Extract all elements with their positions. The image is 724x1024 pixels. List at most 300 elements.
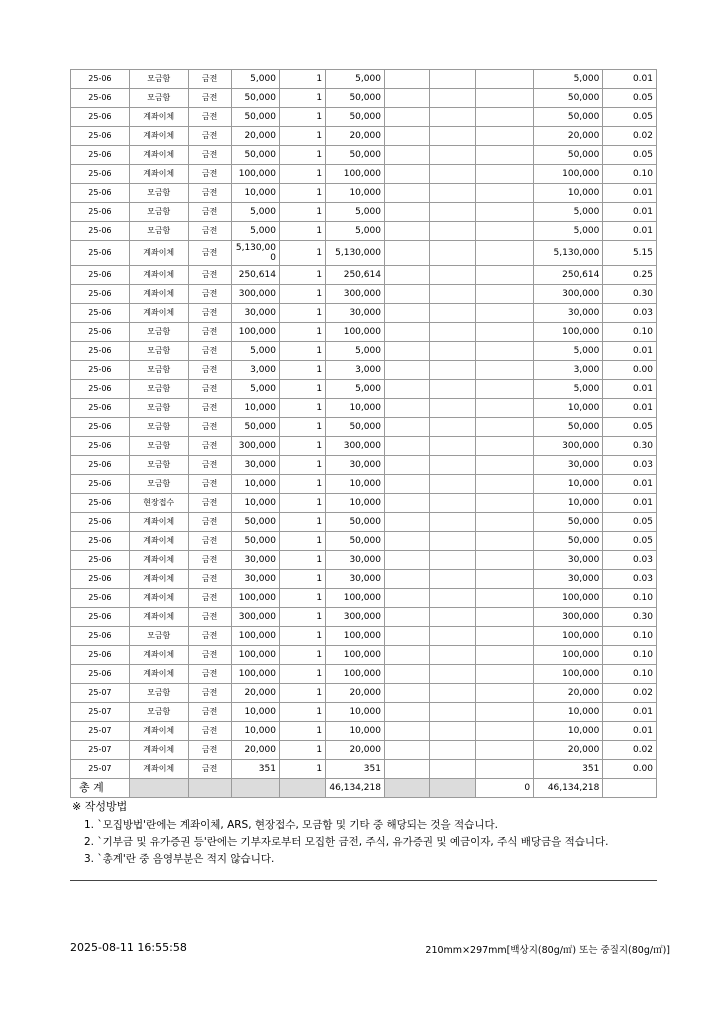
count-cell: 1 <box>279 475 325 494</box>
table-row <box>71 475 657 494</box>
unit-amount-cell: 5,000 <box>231 380 279 399</box>
unit-amount-cell: 10,000 <box>231 703 279 722</box>
table-row <box>71 627 657 646</box>
type-cell: 금전 <box>188 108 231 127</box>
blank-cell <box>384 760 429 779</box>
blank-cell <box>430 741 476 760</box>
ratio-cell: 0.01 <box>603 475 657 494</box>
month-cell: 25-06 <box>71 165 130 184</box>
paper-spec: 210mm×297mm[백상지(80g/㎡) 또는 중질지(80g/㎡)] <box>425 945 670 956</box>
type-cell: 금전 <box>188 760 231 779</box>
instruction-item: 2. `기부금 및 유가증권 등'란에는 기부자로부터 모집한 금전, 주식, 유가증권 및 예금이자, 주식 배당금을 적습니다. <box>84 836 609 848</box>
subtotal-cell: 50,000 <box>534 513 603 532</box>
type-cell: 금전 <box>188 165 231 184</box>
blank-cell <box>430 342 476 361</box>
type-cell: 금전 <box>188 418 231 437</box>
blank-cell <box>430 266 476 285</box>
month-cell: 25-06 <box>71 551 130 570</box>
method-cell: 계좌이체 <box>129 665 188 684</box>
blank-cell <box>476 741 534 760</box>
count-cell: 1 <box>279 323 325 342</box>
ratio-cell: 0.01 <box>603 380 657 399</box>
blank-cell <box>384 494 429 513</box>
blank-cell <box>384 551 429 570</box>
subtotal-cell: 50,000 <box>534 532 603 551</box>
subtotal-cell: 100,000 <box>534 665 603 684</box>
count-cell: 1 <box>279 684 325 703</box>
count-cell: 1 <box>279 70 325 89</box>
amount-cell: 5,000 <box>326 70 385 89</box>
total-shaded-cell <box>129 779 188 798</box>
ratio-cell: 0.10 <box>603 627 657 646</box>
blank-cell <box>476 722 534 741</box>
type-cell: 금전 <box>188 570 231 589</box>
subtotal-cell: 351 <box>534 760 603 779</box>
ratio-cell: 0.01 <box>603 342 657 361</box>
subtotal-cell: 50,000 <box>534 146 603 165</box>
unit-amount-cell: 50,000 <box>231 532 279 551</box>
unit-amount-cell: 100,000 <box>231 589 279 608</box>
subtotal-cell: 10,000 <box>534 494 603 513</box>
method-cell: 계좌이체 <box>129 589 188 608</box>
table-row <box>71 70 657 89</box>
table-row <box>71 89 657 108</box>
blank-cell <box>384 741 429 760</box>
blank-cell <box>476 551 534 570</box>
writing-instructions <box>72 798 609 868</box>
blank-cell <box>476 241 534 266</box>
month-cell: 25-06 <box>71 589 130 608</box>
method-cell: 모금함 <box>129 703 188 722</box>
count-cell: 1 <box>279 646 325 665</box>
ratio-cell: 5.15 <box>603 241 657 266</box>
ratio-cell: 0.01 <box>603 703 657 722</box>
blank-cell <box>476 646 534 665</box>
blank-cell <box>384 646 429 665</box>
type-cell: 금전 <box>188 703 231 722</box>
unit-amount-cell: 5,130,000 <box>231 241 279 266</box>
blank-cell <box>476 361 534 380</box>
blank-cell <box>430 703 476 722</box>
count-cell: 1 <box>279 203 325 222</box>
amount-cell: 30,000 <box>326 570 385 589</box>
table-row <box>71 532 657 551</box>
table-row <box>71 222 657 241</box>
ratio-cell: 0.03 <box>603 551 657 570</box>
table-row <box>71 684 657 703</box>
blank-cell <box>430 399 476 418</box>
unit-amount-cell: 10,000 <box>231 475 279 494</box>
unit-amount-cell: 5,000 <box>231 342 279 361</box>
month-cell: 25-06 <box>71 627 130 646</box>
type-cell: 금전 <box>188 70 231 89</box>
month-cell: 25-06 <box>71 380 130 399</box>
amount-cell: 30,000 <box>326 456 385 475</box>
ratio-cell: 0.02 <box>603 127 657 146</box>
method-cell: 모금함 <box>129 70 188 89</box>
type-cell: 금전 <box>188 456 231 475</box>
blank-cell <box>476 266 534 285</box>
blank-cell <box>384 380 429 399</box>
amount-cell: 50,000 <box>326 513 385 532</box>
amount-cell: 20,000 <box>326 684 385 703</box>
unit-amount-cell: 100,000 <box>231 165 279 184</box>
subtotal-cell: 10,000 <box>534 475 603 494</box>
type-cell: 금전 <box>188 475 231 494</box>
blank-cell <box>384 285 429 304</box>
count-cell: 1 <box>279 627 325 646</box>
count-cell: 1 <box>279 241 325 266</box>
subtotal-cell: 5,000 <box>534 70 603 89</box>
ratio-cell: 0.10 <box>603 323 657 342</box>
blank-cell <box>476 532 534 551</box>
amount-cell: 100,000 <box>326 665 385 684</box>
amount-cell: 50,000 <box>326 108 385 127</box>
count-cell: 1 <box>279 570 325 589</box>
method-cell: 모금함 <box>129 184 188 203</box>
amount-cell: 10,000 <box>326 703 385 722</box>
subtotal-cell: 50,000 <box>534 89 603 108</box>
method-cell: 계좌이체 <box>129 108 188 127</box>
blank-cell <box>430 684 476 703</box>
blank-cell <box>384 127 429 146</box>
count-cell: 1 <box>279 665 325 684</box>
subtotal-cell: 300,000 <box>534 437 603 456</box>
donation-ledger-table <box>70 69 657 798</box>
unit-amount-cell: 351 <box>231 760 279 779</box>
table-row <box>71 513 657 532</box>
blank-cell <box>430 285 476 304</box>
method-cell: 계좌이체 <box>129 608 188 627</box>
ratio-cell: 0.05 <box>603 532 657 551</box>
unit-amount-cell: 100,000 <box>231 323 279 342</box>
ratio-cell: 0.05 <box>603 146 657 165</box>
type-cell: 금전 <box>188 380 231 399</box>
table-row <box>71 551 657 570</box>
unit-amount-cell: 30,000 <box>231 551 279 570</box>
blank-cell <box>430 203 476 222</box>
blank-cell <box>430 108 476 127</box>
blank-cell <box>430 570 476 589</box>
blank-cell <box>430 361 476 380</box>
blank-cell <box>430 70 476 89</box>
unit-amount-cell: 5,000 <box>231 70 279 89</box>
table-row <box>71 241 657 266</box>
type-cell: 금전 <box>188 722 231 741</box>
blank-cell <box>476 703 534 722</box>
blank-cell <box>430 146 476 165</box>
footer-divider <box>70 880 657 881</box>
month-cell: 25-07 <box>71 722 130 741</box>
method-cell: 계좌이체 <box>129 165 188 184</box>
blank-cell <box>384 108 429 127</box>
month-cell: 25-06 <box>71 437 130 456</box>
blank-cell <box>430 89 476 108</box>
unit-amount-cell: 300,000 <box>231 285 279 304</box>
amount-cell: 5,000 <box>326 380 385 399</box>
subtotal-cell: 100,000 <box>534 646 603 665</box>
blank-cell <box>384 304 429 323</box>
amount-cell: 30,000 <box>326 304 385 323</box>
blank-cell <box>430 127 476 146</box>
method-cell: 모금함 <box>129 437 188 456</box>
subtotal-cell: 30,000 <box>534 551 603 570</box>
table-row <box>71 456 657 475</box>
blank-cell <box>430 494 476 513</box>
month-cell: 25-06 <box>71 456 130 475</box>
count-cell: 1 <box>279 380 325 399</box>
table-row <box>71 108 657 127</box>
type-cell: 금전 <box>188 285 231 304</box>
type-cell: 금전 <box>188 323 231 342</box>
table-row <box>71 437 657 456</box>
blank-cell <box>384 184 429 203</box>
blank-cell <box>430 456 476 475</box>
count-cell: 1 <box>279 418 325 437</box>
subtotal-cell: 3,000 <box>534 361 603 380</box>
amount-cell: 20,000 <box>326 741 385 760</box>
total-blank-cell <box>603 779 657 798</box>
method-cell: 모금함 <box>129 456 188 475</box>
method-cell: 모금함 <box>129 203 188 222</box>
ratio-cell: 0.01 <box>603 184 657 203</box>
table-row <box>71 665 657 684</box>
amount-cell: 3,000 <box>326 361 385 380</box>
total-shaded-cell <box>384 779 429 798</box>
blank-cell <box>430 437 476 456</box>
month-cell: 25-06 <box>71 222 130 241</box>
subtotal-cell: 300,000 <box>534 285 603 304</box>
ratio-cell: 0.10 <box>603 589 657 608</box>
table-row <box>71 418 657 437</box>
blank-cell <box>476 323 534 342</box>
blank-cell <box>384 418 429 437</box>
month-cell: 25-06 <box>71 399 130 418</box>
table-row <box>71 266 657 285</box>
total-shaded-cell <box>188 779 231 798</box>
blank-cell <box>476 285 534 304</box>
blank-cell <box>476 304 534 323</box>
month-cell: 25-06 <box>71 108 130 127</box>
instruction-item: 1. `모집방법'란에는 계좌이체, ARS, 현장접수, 모금함 및 기타 중 해당되는 것을 적습니다. <box>84 819 498 831</box>
ratio-cell: 0.02 <box>603 684 657 703</box>
blank-cell <box>476 222 534 241</box>
table-row <box>71 646 657 665</box>
blank-cell <box>430 551 476 570</box>
type-cell: 금전 <box>188 627 231 646</box>
type-cell: 금전 <box>188 203 231 222</box>
count-cell: 1 <box>279 608 325 627</box>
print-timestamp: 2025-08-11 16:55:58 <box>70 941 187 954</box>
total-label: 총 계 <box>71 779 130 798</box>
method-cell: 모금함 <box>129 475 188 494</box>
subtotal-cell: 50,000 <box>534 418 603 437</box>
table-row <box>71 494 657 513</box>
count-cell: 1 <box>279 361 325 380</box>
blank-cell <box>476 203 534 222</box>
amount-cell: 10,000 <box>326 184 385 203</box>
blank-cell <box>476 399 534 418</box>
ratio-cell: 0.30 <box>603 608 657 627</box>
amount-cell: 10,000 <box>326 494 385 513</box>
count-cell: 1 <box>279 222 325 241</box>
month-cell: 25-06 <box>71 266 130 285</box>
method-cell: 모금함 <box>129 89 188 108</box>
blank-cell <box>430 760 476 779</box>
blank-cell <box>430 380 476 399</box>
blank-cell <box>476 513 534 532</box>
unit-amount-cell: 300,000 <box>231 437 279 456</box>
ratio-cell: 0.03 <box>603 304 657 323</box>
unit-amount-cell: 50,000 <box>231 418 279 437</box>
subtotal-cell: 10,000 <box>534 703 603 722</box>
blank-cell <box>384 89 429 108</box>
blank-cell <box>430 646 476 665</box>
type-cell: 금전 <box>188 89 231 108</box>
amount-cell: 5,000 <box>326 203 385 222</box>
method-cell: 계좌이체 <box>129 570 188 589</box>
blank-cell <box>476 456 534 475</box>
unit-amount-cell: 50,000 <box>231 513 279 532</box>
amount-cell: 100,000 <box>326 646 385 665</box>
blank-cell <box>476 146 534 165</box>
unit-amount-cell: 20,000 <box>231 741 279 760</box>
table-row <box>71 760 657 779</box>
blank-cell <box>384 342 429 361</box>
month-cell: 25-06 <box>71 127 130 146</box>
blank-cell <box>384 475 429 494</box>
month-cell: 25-06 <box>71 304 130 323</box>
amount-cell: 50,000 <box>326 418 385 437</box>
month-cell: 25-06 <box>71 89 130 108</box>
amount-cell: 50,000 <box>326 89 385 108</box>
method-cell: 모금함 <box>129 380 188 399</box>
method-cell: 계좌이체 <box>129 285 188 304</box>
method-cell: 모금함 <box>129 399 188 418</box>
count-cell: 1 <box>279 532 325 551</box>
type-cell: 금전 <box>188 146 231 165</box>
blank-cell <box>476 760 534 779</box>
month-cell: 25-06 <box>71 532 130 551</box>
amount-cell: 10,000 <box>326 475 385 494</box>
blank-cell <box>384 70 429 89</box>
unit-amount-cell: 3,000 <box>231 361 279 380</box>
blank-cell <box>476 165 534 184</box>
count-cell: 1 <box>279 399 325 418</box>
table-row <box>71 741 657 760</box>
blank-cell <box>384 361 429 380</box>
unit-amount-cell: 5,000 <box>231 222 279 241</box>
blank-cell <box>384 703 429 722</box>
blank-cell <box>476 608 534 627</box>
method-cell: 계좌이체 <box>129 146 188 165</box>
ratio-cell: 0.30 <box>603 437 657 456</box>
unit-amount-cell: 100,000 <box>231 627 279 646</box>
method-cell: 모금함 <box>129 418 188 437</box>
count-cell: 1 <box>279 722 325 741</box>
blank-cell <box>476 127 534 146</box>
blank-cell <box>476 627 534 646</box>
table-row <box>71 722 657 741</box>
amount-cell: 5,000 <box>326 222 385 241</box>
amount-cell: 50,000 <box>326 532 385 551</box>
month-cell: 25-06 <box>71 342 130 361</box>
blank-cell <box>430 165 476 184</box>
subtotal-cell: 250,614 <box>534 266 603 285</box>
ratio-cell: 0.05 <box>603 418 657 437</box>
type-cell: 금전 <box>188 513 231 532</box>
blank-cell <box>476 570 534 589</box>
type-cell: 금전 <box>188 437 231 456</box>
subtotal-cell: 300,000 <box>534 608 603 627</box>
total-grand: 46,134,218 <box>534 779 603 798</box>
blank-cell <box>384 203 429 222</box>
amount-cell: 20,000 <box>326 127 385 146</box>
blank-cell <box>384 165 429 184</box>
month-cell: 25-06 <box>71 513 130 532</box>
blank-cell <box>384 437 429 456</box>
month-cell: 25-06 <box>71 494 130 513</box>
count-cell: 1 <box>279 285 325 304</box>
month-cell: 25-06 <box>71 475 130 494</box>
blank-cell <box>430 532 476 551</box>
method-cell: 계좌이체 <box>129 551 188 570</box>
blank-cell <box>384 627 429 646</box>
month-cell: 25-07 <box>71 741 130 760</box>
method-cell: 계좌이체 <box>129 741 188 760</box>
total-sum: 46,134,218 <box>326 779 385 798</box>
unit-amount-cell: 30,000 <box>231 570 279 589</box>
blank-cell <box>384 532 429 551</box>
unit-amount-cell: 50,000 <box>231 89 279 108</box>
type-cell: 금전 <box>188 646 231 665</box>
count-cell: 1 <box>279 89 325 108</box>
subtotal-cell: 100,000 <box>534 627 603 646</box>
table-row <box>71 323 657 342</box>
table-row <box>71 361 657 380</box>
method-cell: 계좌이체 <box>129 646 188 665</box>
blank-cell <box>430 513 476 532</box>
subtotal-cell: 30,000 <box>534 456 603 475</box>
blank-cell <box>384 684 429 703</box>
method-cell: 계좌이체 <box>129 513 188 532</box>
month-cell: 25-06 <box>71 241 130 266</box>
subtotal-cell: 10,000 <box>534 722 603 741</box>
subtotal-cell: 20,000 <box>534 127 603 146</box>
ratio-cell: 0.05 <box>603 513 657 532</box>
type-cell: 금전 <box>188 684 231 703</box>
month-cell: 25-06 <box>71 70 130 89</box>
ratio-cell: 0.01 <box>603 399 657 418</box>
count-cell: 1 <box>279 108 325 127</box>
subtotal-cell: 50,000 <box>534 108 603 127</box>
method-cell: 모금함 <box>129 361 188 380</box>
blank-cell <box>384 608 429 627</box>
subtotal-cell: 100,000 <box>534 165 603 184</box>
unit-amount-cell: 5,000 <box>231 203 279 222</box>
method-cell: 계좌이체 <box>129 760 188 779</box>
month-cell: 25-06 <box>71 323 130 342</box>
ratio-cell: 0.00 <box>603 760 657 779</box>
table-row <box>71 304 657 323</box>
subtotal-cell: 20,000 <box>534 684 603 703</box>
blank-cell <box>384 665 429 684</box>
ratio-cell: 0.02 <box>603 741 657 760</box>
method-cell: 모금함 <box>129 222 188 241</box>
month-cell: 25-06 <box>71 361 130 380</box>
amount-cell: 10,000 <box>326 722 385 741</box>
table-row <box>71 570 657 589</box>
